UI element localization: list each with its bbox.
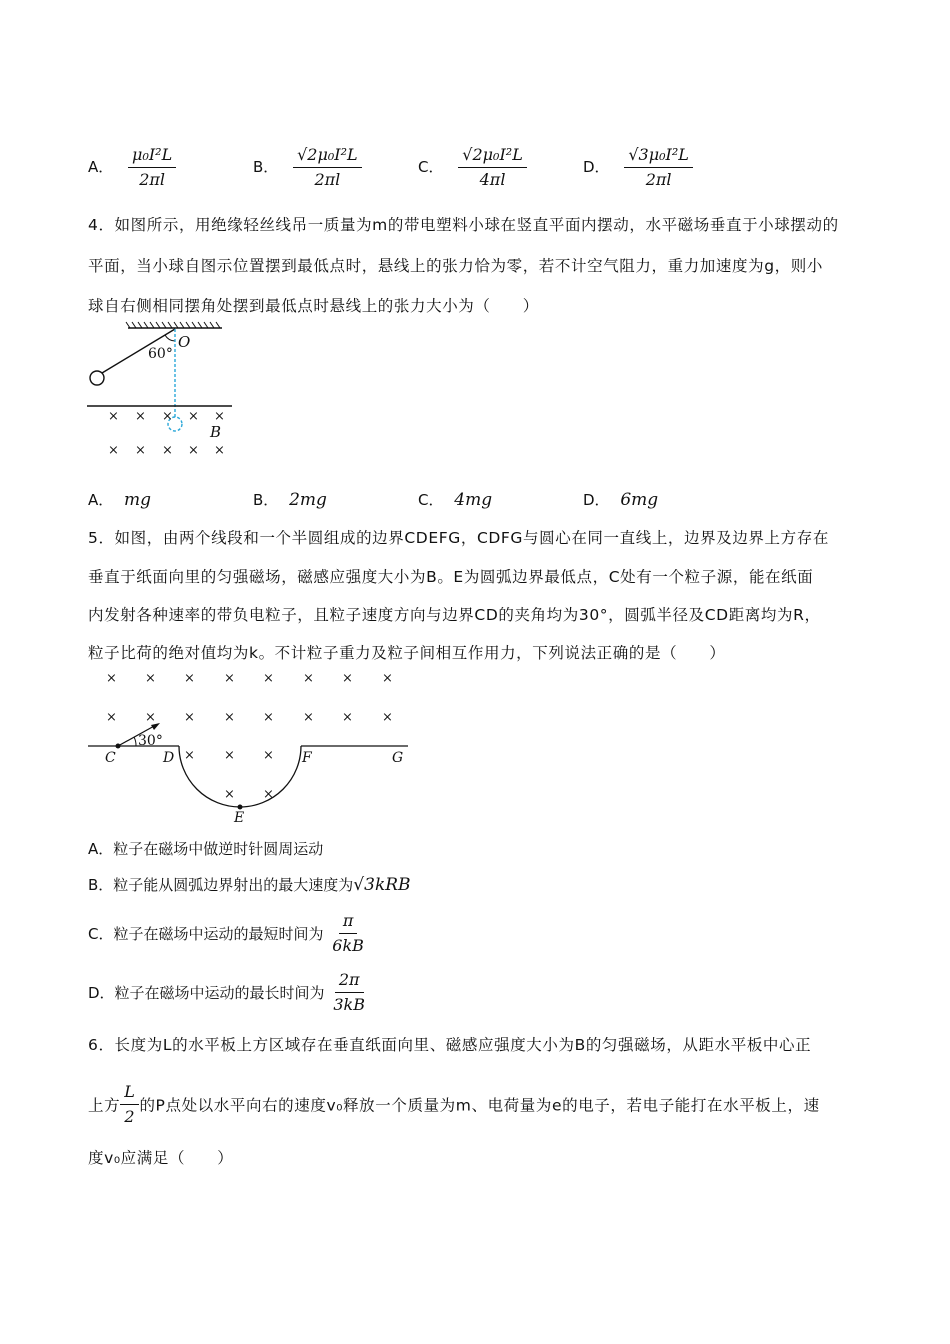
- q5-point-c-label: C: [105, 750, 116, 766]
- q3-option-a: A． $\frac{\text{μ₀I²L}}{2\pi l}$: [88, 145, 176, 190]
- q4-pendulum-figure: [80, 318, 250, 468]
- q5-stem-line-1: 5．如图，由两个线段和一个半圆组成的边界CDEFG，CDFG与圆心在同一直线上，边界及边界上方存在: [88, 529, 829, 547]
- field-cross-icon: ×: [263, 710, 274, 725]
- field-cross-icon: ×: [224, 710, 235, 725]
- q3-option-d: D． $\frac{\text{√3μ₀I²L}}{2\pi l}$: [583, 145, 693, 190]
- q6-stem-line-1: 6．长度为L的水平板上方区域存在垂直纸面向里、磁感应强度大小为B的匀强磁场，从距水平板中心正: [88, 1036, 812, 1054]
- q4-angle-label: 60°: [148, 346, 173, 362]
- q3-c-numerator: √2μ₀I²L: [458, 145, 527, 168]
- q3-a-denominator: 2πl: [139, 170, 166, 189]
- q6-stem-line-3: 度v₀应满足（ ）: [88, 1149, 234, 1167]
- q3-b-numerator: √2μ₀I²L: [293, 145, 362, 168]
- field-cross-icon: ×: [145, 671, 156, 686]
- q4-stem-line-2: 平面，当小球自图示位置摆到最低点时，悬线上的张力恰为零，若不计空气阻力，重力加速度为g，则小: [88, 257, 823, 275]
- field-cross-icon: ×: [263, 787, 274, 802]
- ball-icon: [90, 371, 104, 385]
- field-cross-icon: ×: [214, 443, 225, 458]
- field-cross-icon: ×: [188, 409, 199, 424]
- q3-c-denominator: 4πl: [479, 170, 506, 189]
- field-cross-icon: ×: [382, 710, 393, 725]
- field-cross-icon: ×: [135, 409, 146, 424]
- q3-b-denominator: 2πl: [314, 170, 341, 189]
- field-cross-icon: ×: [224, 787, 235, 802]
- q5-angle-label: 30°: [138, 733, 163, 749]
- q4-point-o-label: O: [178, 333, 191, 351]
- q4-option-a: A． mg: [88, 490, 152, 510]
- q4-option-d: D． 6mg: [583, 490, 659, 510]
- q5-point-d-label: D: [163, 750, 175, 766]
- q3-a-numerator: μ₀I²L: [128, 145, 176, 168]
- q5-option-c: C．粒子在磁场中运动的最短时间为 $\frac{\pi}{6kB}$: [88, 911, 364, 955]
- q5-stem-line-2: 垂直于纸面向里的匀强磁场，磁感应强度大小为B。E为圆弧边界最低点，C处有一个粒子源，能在纸面: [88, 568, 814, 586]
- field-cross-icon: ×: [303, 671, 314, 686]
- field-cross-icon: ×: [263, 671, 274, 686]
- field-cross-icon: ×: [224, 748, 235, 763]
- field-cross-icon: ×: [303, 710, 314, 725]
- field-cross-icon: ×: [108, 409, 119, 424]
- field-cross-icon: ×: [108, 443, 119, 458]
- q5-point-g-label: G: [392, 750, 404, 766]
- field-cross-icon: ×: [184, 710, 195, 725]
- q5-point-e-label: E: [234, 810, 245, 826]
- field-cross-icon: ×: [162, 443, 173, 458]
- field-cross-icon: ×: [135, 443, 146, 458]
- q4-option-b: B． 2mg: [253, 490, 327, 510]
- q5-option-a: A．粒子在磁场中做逆时针圆周运动: [88, 840, 324, 858]
- field-cross-icon: ×: [342, 710, 353, 725]
- q5-stem-line-4: 粒子比荷的绝对值均为k。不计粒子重力及粒子间相互作用力，下列说法正确的是（ ）: [88, 644, 726, 662]
- q5-option-b: B．粒子能从圆弧边界射出的最大速度为√3kRB: [88, 875, 411, 895]
- field-cross-icon: ×: [263, 748, 274, 763]
- q4-field-b-label: B: [210, 423, 222, 441]
- q4-stem-line-3: 球自右侧相同摆角处摆到最低点时悬线上的张力大小为（ ）: [88, 297, 539, 315]
- field-cross-icon: ×: [184, 671, 195, 686]
- q4-option-c: C． 4mg: [418, 490, 493, 510]
- field-cross-icon: ×: [214, 409, 225, 424]
- q3-d-denominator: 2πl: [645, 170, 672, 189]
- field-cross-icon: ×: [106, 671, 117, 686]
- q3-d-numerator: √3μ₀I²L: [624, 145, 693, 168]
- q5-option-d: D．粒子在磁场中运动的最长时间为 $\frac{2\pi}{3kB}$: [88, 970, 365, 1014]
- field-cross-icon: ×: [162, 409, 173, 424]
- q3-option-b: B． $\frac{\text{√2μ₀I²L}}{2\pi l}$: [253, 145, 362, 190]
- field-cross-icon: ×: [106, 710, 117, 725]
- q5-point-f-label: F: [302, 750, 312, 766]
- q5-boundary-figure: [80, 664, 420, 829]
- q4-stem-line-1: 4．如图所示，用绝缘轻丝线吊一质量为m的带电塑料小球在竖直平面内摆动，水平磁场垂直于小球摆动的: [88, 216, 839, 234]
- q5-stem-line-3: 内发射各种速率的带负电粒子，且粒子速度方向与边界CD的夹角均为30°，圆弧半径及CD距离均为R，: [88, 606, 821, 624]
- field-cross-icon: ×: [382, 671, 393, 686]
- q6-stem-line-2: 上方 $\frac{L}{2}$ 的P点处以水平向右的速度v₀释放一个质量为m、电荷量为e的电子，若电子能打在水平板上，速: [88, 1082, 820, 1126]
- point-e-dot: [238, 805, 243, 810]
- field-cross-icon: ×: [145, 710, 156, 725]
- field-cross-icon: ×: [188, 443, 199, 458]
- field-cross-icon: ×: [342, 671, 353, 686]
- field-cross-icon: ×: [224, 671, 235, 686]
- q3-option-c: C． $\frac{\text{√2μ₀I²L}}{4\pi l}$: [418, 145, 527, 190]
- field-cross-icon: ×: [184, 748, 195, 763]
